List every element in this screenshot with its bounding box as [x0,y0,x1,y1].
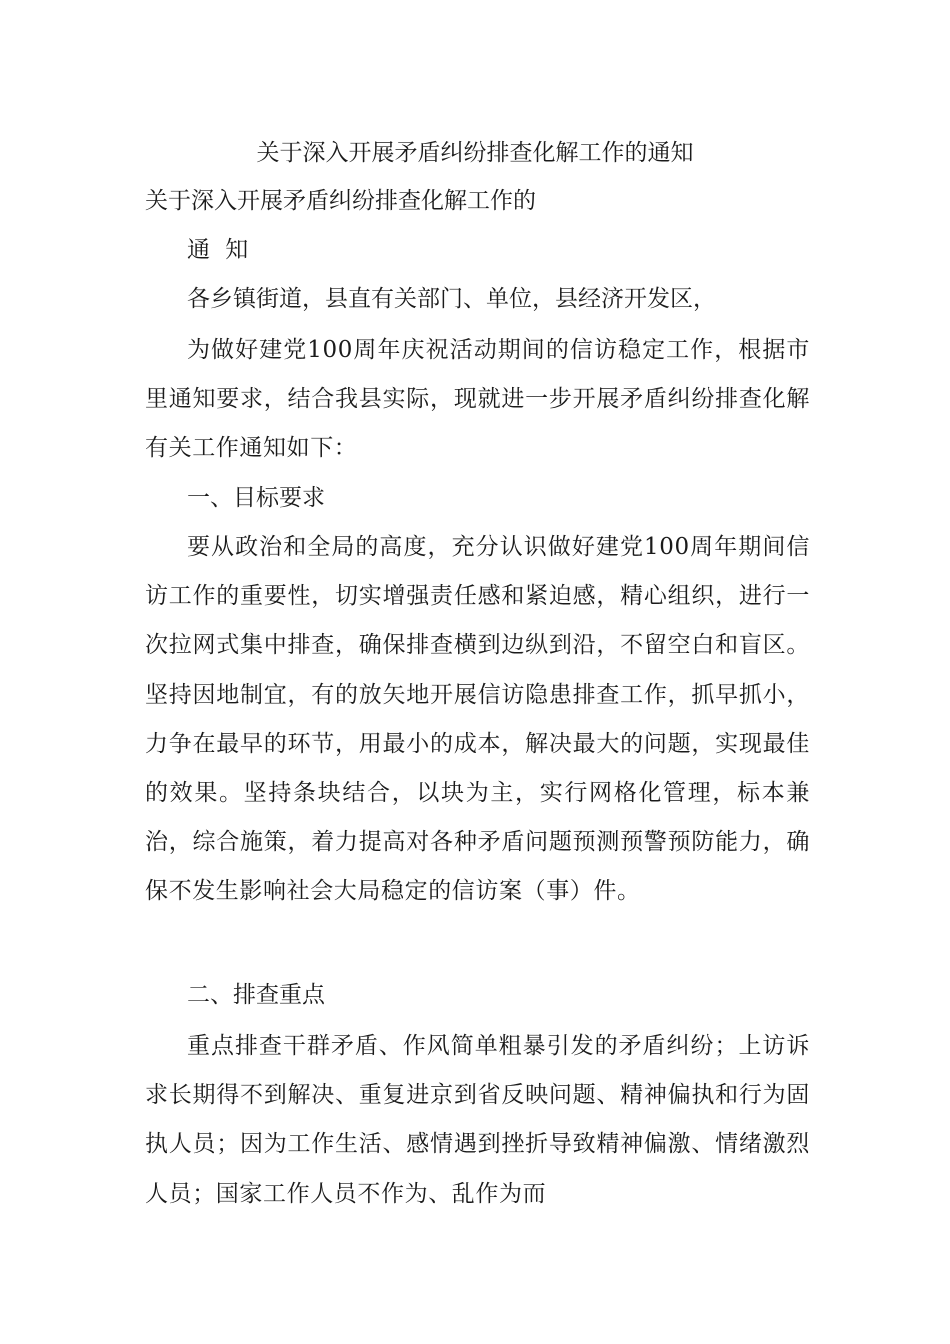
salutation: 各乡镇街道，县直有关部门、单位，县经济开发区， [187,286,716,312]
section-1-heading: 一、目标要求 [187,485,325,511]
section-2-body: 重点排查干群矛盾、作风简单粗暴引发的矛盾纠纷；上访诉求长期得不到解决、重复进京到省反映问题、精神偏执和行为固执人员；因为工作生活、感情遇到挫折导致精神偏激、情绪激烈人员；国家工作人员不作为、乱作为而 [145,1033,810,1207]
subtitle-line-1: 关于深入开展矛盾纠纷排查化解工作的 [145,188,536,214]
subtitle-line-2: 通 知 [187,237,253,263]
section-2-heading: 二、排查重点 [187,982,325,1008]
section-1-body: 要从政治和全局的高度，充分认识做好建党100周年期间信访工作的重要性，切实增强责任感和紧迫感，精心组织，进行一次拉网式集中排查，确保排查横到边纵到沿，不留空白和盲区。坚持因地制宜，有的放矢地开展信访隐患排查工作，抓早抓小，力争在最早的环节，用最小的成本，解决最大的问题，实现最佳的效果。坚持条块结合，以块为主，实行网格化管理，标本兼治，综合施策，着力提高对各种矛盾问题预测预警预防能力，确保不发生影响社会大局稳定的信访案（事）件。 [145,534,810,905]
intro-paragraph: 为做好建党100周年庆祝活动期间的信访稳定工作，根据市里通知要求，结合我县实际，现就进一步开展矛盾纠纷排查化解有关工作通知如下： [145,337,810,462]
document-title: 关于深入开展矛盾纠纷排查化解工作的通知 [256,140,694,166]
